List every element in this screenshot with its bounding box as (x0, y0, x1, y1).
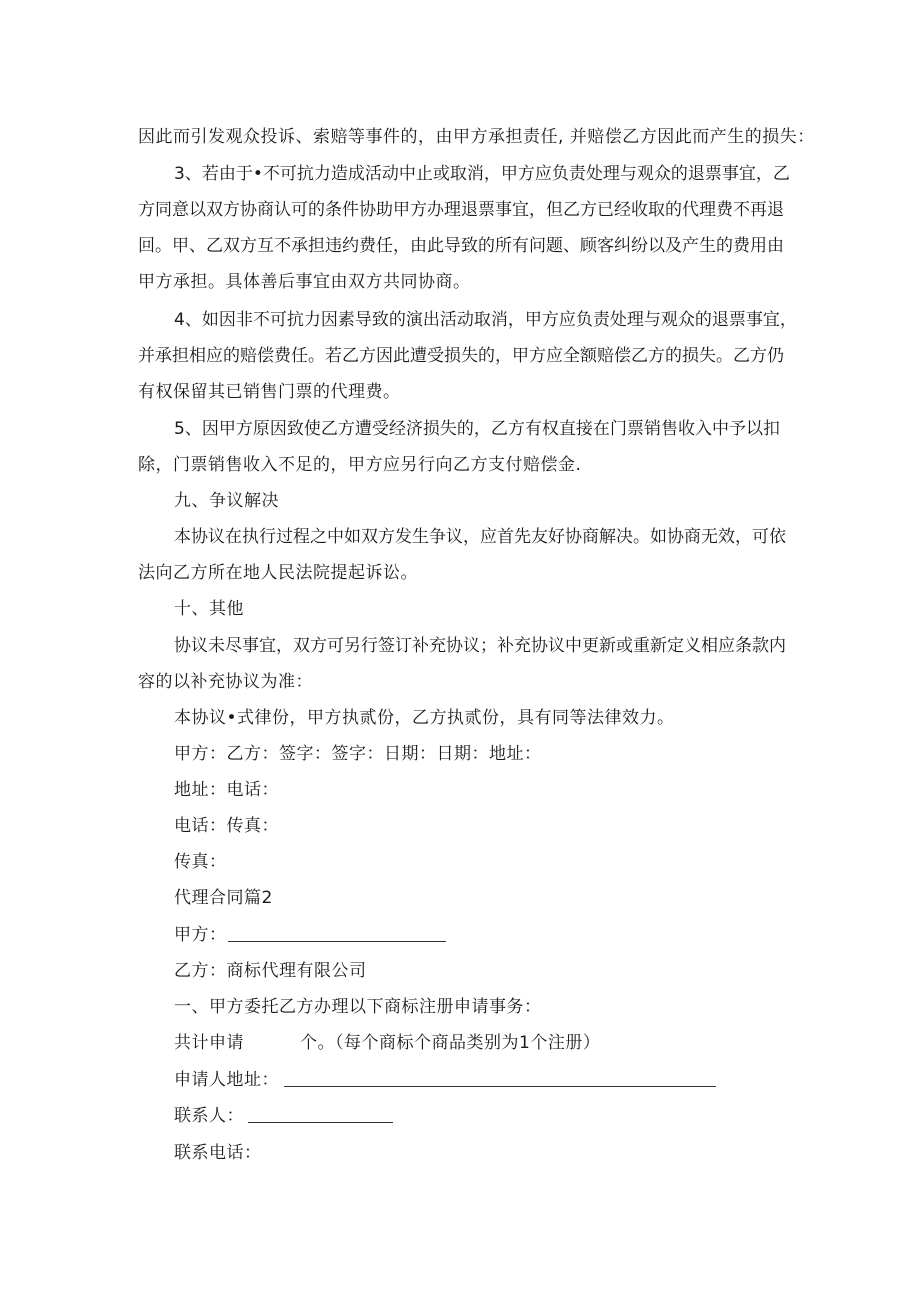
clause-3-line-4: 甲方承担。具体善后事宜由双方共同协商。 (138, 272, 471, 292)
clause-4-line-1: 4、如因非不可抗力因素导致的演出活动取消，甲方应负责处理与观众的退票事宜， (174, 310, 797, 330)
party-a-blank (228, 941, 446, 942)
clause-3-line-2: 方同意以双方协商认可的条件协助甲方办理退票事宜，但乙方已经收取的代理费不再退 (138, 200, 784, 220)
count-suffix: 个。（每个商标个商品类别为1个注册） (300, 1033, 601, 1053)
section-10-heading: 十、其他 (174, 599, 244, 619)
paragraph-loss-compensation: 因此而引发观众投诉、索赔等事件的，由甲方承担责任, 并赔偿乙方因此而产生的损失： (138, 127, 815, 147)
section-10-line-2: 容的以补充协议为准： (138, 672, 313, 692)
party-b-line: 乙方：商标代理有限公司 (174, 961, 367, 981)
clause-4-line-2: 并承担相应的赔偿费任。若乙方因此遭受损失的，甲方应全额赔偿乙方的损失。乙方仍 (138, 346, 784, 366)
signature-line-1: 甲方：乙方：签字：签字：日期：日期：地址： (174, 744, 542, 764)
item-1-heading: 一、甲方委托乙方办理以下商标注册申请事务： (174, 997, 542, 1017)
party-a-label: 甲方： (174, 925, 227, 945)
clause-3-line-3: 回。甲、乙双方互不承担违约费任，由此导致的所有问题、顾客纠纷以及产生的费用由 (138, 236, 784, 256)
section-9-line-1: 本协议在执行过程之中如双方发生争议，应首先友好协商解决。如协商无效，可依 (174, 527, 786, 547)
signature-line-2: 地址：电话： (174, 780, 279, 800)
section-9-heading: 九、争议解决 (174, 491, 279, 511)
section-9-line-2: 法向乙方所在地人民法院提起诉讼。 (138, 563, 418, 583)
contact-person-blank (248, 1122, 393, 1123)
clause-3-line-1: 3、若由于•不可抗力造成活动中止或取消，甲方应负责处理与观众的退票事宜，乙 (174, 164, 790, 184)
clause-4-line-3: 有权保留其已销售门票的代理费。 (138, 382, 401, 402)
contract-2-title: 代理合同篇2 (174, 888, 273, 908)
contact-phone-label: 联系电话： (174, 1143, 262, 1163)
signature-line-3: 电话：传真： (174, 816, 279, 836)
copies-clause: 本协议•式律份，甲方执贰份，乙方执贰份，具有同等法律效力。 (174, 708, 675, 728)
clause-5-line-2: 除，门票销售收入不足的，甲方应另行向乙方支付赔偿金. (138, 455, 582, 475)
applicant-address-blank (284, 1086, 716, 1087)
signature-line-4: 传真： (174, 852, 227, 872)
contact-person-label: 联系人： (174, 1106, 244, 1126)
count-label: 共计申请 (174, 1033, 244, 1053)
clause-5-line-1: 5、因甲方原因致使乙方遭受经济损失的，乙方有权直接在门票销售收入中予以扣 (174, 419, 780, 439)
applicant-address-label: 申请人地址： (174, 1070, 279, 1090)
section-10-line-1: 协议未尽事宜，双方可另行签订补充协议；补充协议中更新或重新定义相应条款内 (174, 636, 786, 656)
